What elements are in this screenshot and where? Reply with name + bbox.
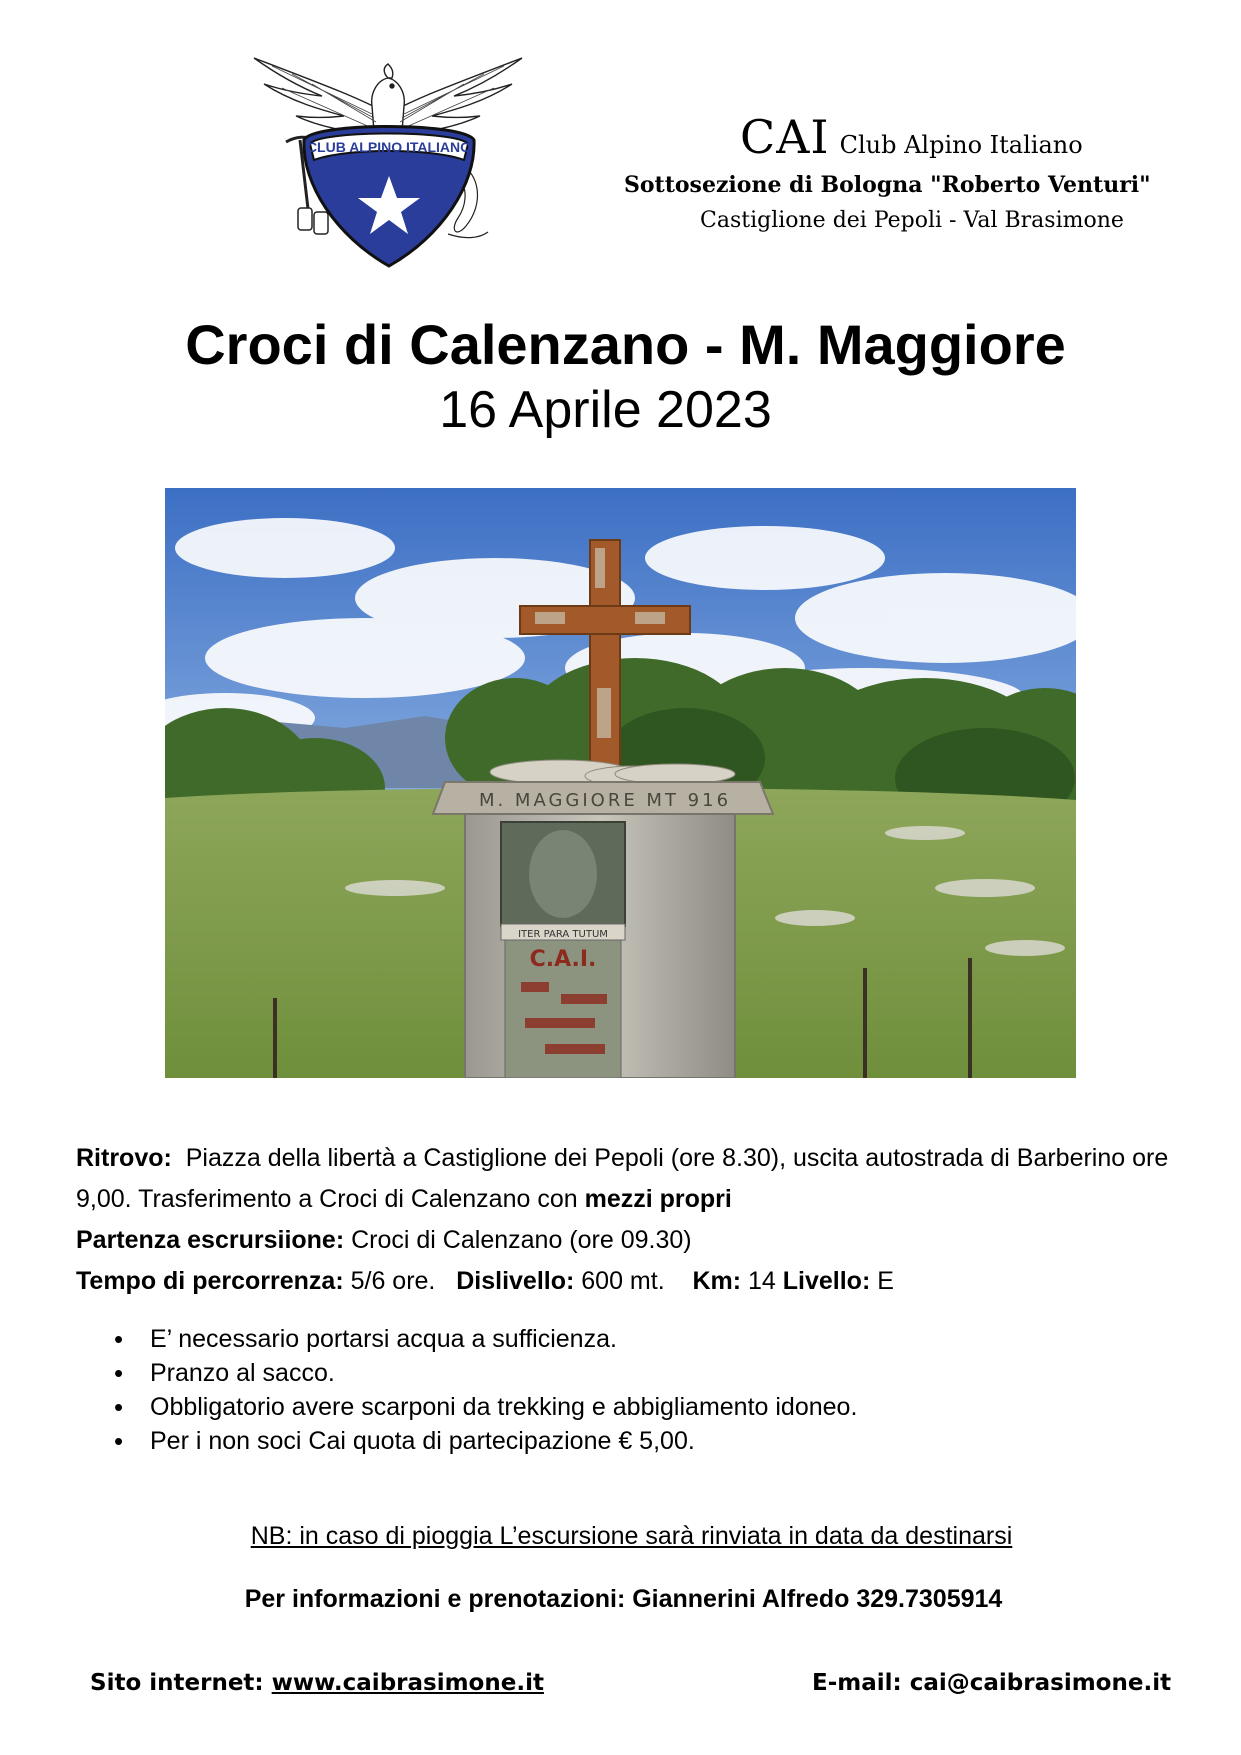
logo-lettering: CLUB ALPINO ITALIANO — [306, 139, 472, 155]
section-name: Sottosezione di Bologna "Roberto Venturi" — [624, 172, 1151, 198]
email-address[interactable]: cai@caibrasimone.it — [909, 1670, 1172, 1696]
livello-label: Livello: — [782, 1267, 871, 1295]
rain-note: NB: in caso di pioggia L’escursione sarà rinviata in data da destinarsi — [250, 1522, 1013, 1550]
contact-info: Per informazioni e prenotazioni: Giannerini Alfredo 329.7305914 — [244, 1585, 1003, 1613]
notes-list — [112, 1322, 1192, 1458]
section-location: Castiglione dei Pepoli - Val Brasimone — [700, 208, 1124, 233]
org-short: CAI — [740, 110, 830, 164]
ritrovo-text: Piazza della libertà a Castiglione dei Pepoli (ore 8.30), uscita autostrada di Barberino ore 9,00. Trasferimento a Croci di Calenzano con — [76, 1144, 1169, 1213]
website-label: Sito internet: — [90, 1670, 264, 1696]
dislivello-label: Dislivello: — [456, 1267, 575, 1295]
km-value: 14 — [748, 1267, 776, 1295]
tempo-label: Tempo di percorrenza: — [76, 1267, 344, 1295]
list-item: • Obbligatorio avere scarponi da trekking e abbigliamento idoneo. — [112, 1390, 1192, 1424]
ritrovo-transport: mezzi propri — [584, 1185, 732, 1213]
org-heading — [740, 110, 1083, 164]
footer-email — [812, 1670, 1171, 1696]
ritrovo-line — [76, 1138, 1186, 1220]
website-link[interactable]: www.caibrasimone.it — [271, 1670, 544, 1696]
event-details — [76, 1138, 1186, 1302]
ritrovo-label: Ritrovo: — [76, 1144, 172, 1172]
plaque-banner: ITER PARA TUTUM — [518, 929, 608, 940]
partenza-line — [76, 1220, 1186, 1261]
list-item: • E’ necessario portarsi acqua a sufficienza. — [112, 1322, 1192, 1356]
cai-logo — [252, 44, 524, 276]
summit-cross-photo — [165, 488, 1076, 1078]
plaque-inscription: M. MAGGIORE MT 916 — [478, 790, 732, 811]
partenza-label: Partenza escrursiione: — [76, 1226, 345, 1254]
event-title: Croci di Calenzano - M. Maggiore — [185, 313, 1066, 376]
list-item: • Pranzo al sacco. — [112, 1356, 1192, 1390]
footer-website — [90, 1670, 544, 1696]
tempo-value: 5/6 ore. — [350, 1267, 436, 1295]
dislivello-value: 600 mt. — [581, 1267, 665, 1295]
email-label: E-mail: — [812, 1670, 902, 1696]
tempo-line — [76, 1261, 1186, 1302]
list-item: • Per i non soci Cai quota di partecipazione € 5,00. — [112, 1424, 1192, 1458]
org-full: Club Alpino Italiano — [839, 131, 1083, 159]
stone-inscription: C.A.I. — [529, 947, 597, 972]
livello-value: E — [877, 1267, 894, 1295]
partenza-text: Croci di Calenzano (ore 09.30) — [351, 1226, 692, 1254]
event-date: 16 Aprile 2023 — [439, 381, 772, 439]
km-label: Km: — [692, 1267, 742, 1295]
